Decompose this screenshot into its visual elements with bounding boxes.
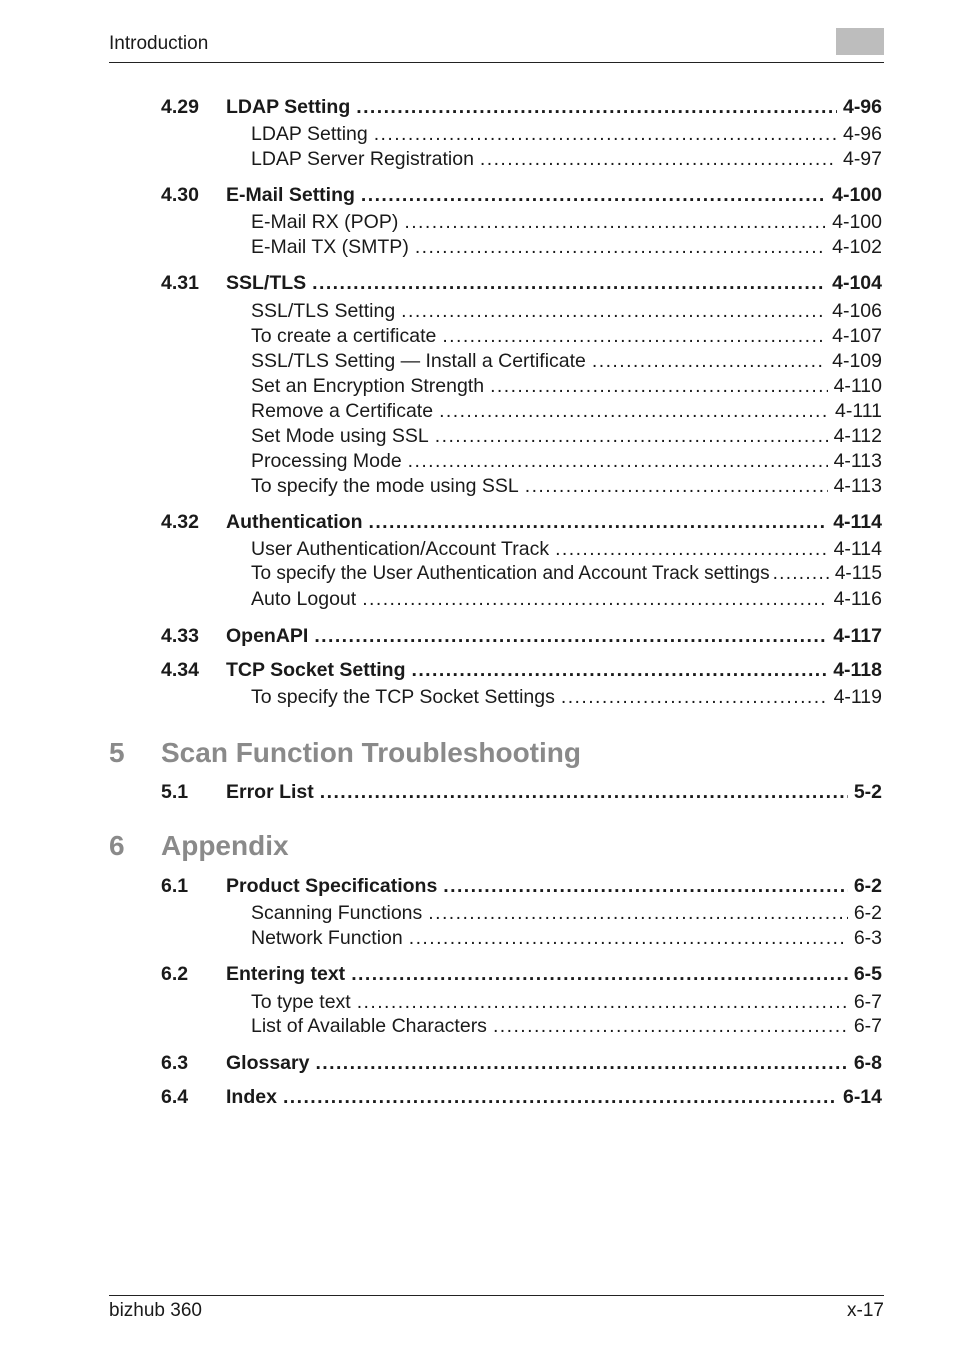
page-ref: 4-116 [833, 588, 882, 610]
item-title: Remove a Certificate [251, 400, 434, 422]
toc-item[interactable] [251, 1015, 882, 1038]
section-number: 4.31 [161, 272, 199, 294]
dot-leader [315, 1052, 847, 1075]
page-ref: 4-114 [833, 538, 882, 560]
section-number: 4.33 [161, 625, 199, 647]
item-title: Set an Encryption Strength [251, 375, 485, 397]
section-title: Entering text [226, 963, 346, 985]
page-ref: 4-119 [833, 686, 882, 708]
toc-section-4-31[interactable] [161, 272, 882, 295]
section-number: 4.32 [161, 511, 199, 533]
section-number: 4.34 [161, 659, 199, 681]
page-ref: 4-96 [842, 123, 882, 145]
dot-leader [435, 425, 828, 448]
section-number: 4.30 [161, 184, 199, 206]
section-title: Product Specifications [226, 875, 438, 897]
section-number: 5.1 [161, 781, 189, 803]
toc-item[interactable] [251, 588, 882, 611]
dot-leader [401, 300, 826, 323]
item-title: LDAP Server Registration [251, 148, 474, 170]
section-title: Authentication [226, 511, 363, 533]
toc-section-4-32[interactable] [161, 511, 882, 534]
toc-item[interactable] [251, 686, 882, 709]
page-ref: 4-106 [832, 300, 882, 322]
item-title: Set Mode using SSL [251, 425, 429, 447]
item-title: SSL/TLS Setting — Install a Certificate [251, 350, 586, 372]
page-ref: 6-8 [853, 1052, 882, 1074]
page-ref: 4-100 [832, 184, 882, 206]
dot-leader [351, 963, 848, 986]
toc-item[interactable] [251, 325, 882, 348]
toc-item[interactable] [251, 425, 882, 448]
chapter-number: 6 [109, 830, 125, 861]
dot-leader [320, 781, 848, 804]
dot-leader [561, 686, 828, 709]
dot-leader [314, 625, 827, 648]
page-ref: 4-104 [832, 272, 882, 294]
footer-product: bizhub 360 [109, 1300, 202, 1321]
dot-leader [480, 148, 837, 171]
dot-leader [773, 563, 832, 585]
section-number: 6.1 [161, 875, 189, 897]
toc-section-6-4[interactable] [161, 1086, 882, 1109]
dot-leader [439, 400, 829, 423]
page-ref: 4-117 [833, 625, 882, 647]
toc-section-4-29[interactable] [161, 96, 882, 119]
dot-leader [490, 375, 828, 398]
dot-leader [408, 450, 828, 473]
dot-leader [357, 991, 848, 1014]
item-title: To type text [251, 991, 351, 1013]
page-ref: 6-2 [853, 875, 882, 897]
dot-leader [362, 588, 827, 611]
item-title: Processing Mode [251, 450, 402, 472]
page-ref: 4-102 [832, 236, 882, 258]
dot-leader [404, 211, 826, 234]
item-title: User Authentication/Account Track [251, 538, 550, 560]
item-title: To create a certificate [251, 325, 437, 347]
page-header [109, 28, 884, 63]
header-tab-marker [836, 28, 884, 55]
section-title: TCP Socket Setting [226, 659, 406, 681]
section-title: OpenAPI [226, 625, 309, 647]
item-title: To specify the User Authentication and Account Track settings [251, 563, 770, 584]
chapter-title: Appendix [161, 830, 289, 861]
toc-section-6-3[interactable] [161, 1052, 882, 1075]
item-title: Network Function [251, 927, 403, 949]
dot-leader [493, 1015, 848, 1038]
dot-leader [361, 184, 826, 207]
section-title: Index [226, 1086, 277, 1108]
dot-leader [312, 272, 826, 295]
page-ref: 6-2 [853, 902, 882, 924]
dot-leader [415, 236, 826, 259]
section-title: Error List [226, 781, 314, 803]
toc-item[interactable] [251, 538, 882, 561]
item-title: E-Mail TX (SMTP) [251, 236, 409, 258]
page-ref: 4-110 [833, 375, 882, 397]
section-number: 6.4 [161, 1086, 189, 1108]
item-title: SSL/TLS Setting [251, 300, 396, 322]
page-ref: 4-115 [834, 563, 882, 584]
toc-item[interactable] [251, 148, 882, 171]
page-ref: 6-14 [842, 1086, 882, 1108]
dot-leader [409, 927, 848, 950]
dot-leader [428, 902, 848, 925]
page-ref: 4-111 [835, 400, 882, 422]
page-footer [109, 1295, 884, 1321]
toc-item[interactable] [251, 902, 882, 925]
page-ref: 4-97 [842, 148, 882, 170]
chapter-number: 5 [109, 737, 125, 768]
page-ref: 4-109 [832, 350, 882, 372]
toc-item[interactable] [251, 123, 882, 146]
toc-section-4-30[interactable] [161, 184, 882, 207]
dot-leader [369, 511, 828, 534]
page-ref: 6-5 [853, 963, 882, 985]
item-title: Scanning Functions [251, 902, 423, 924]
item-title: LDAP Setting [251, 123, 368, 145]
toc-item[interactable] [251, 563, 882, 585]
dot-leader [356, 96, 837, 119]
page-ref: 4-118 [833, 659, 882, 681]
page-ref: 4-112 [833, 425, 882, 447]
dot-leader [412, 659, 828, 682]
dot-leader [555, 538, 827, 561]
toc-item[interactable] [251, 991, 882, 1014]
toc-item[interactable] [251, 211, 882, 234]
page-ref: 6-3 [853, 927, 882, 949]
header-title: Introduction [109, 33, 209, 54]
page-ref: 4-107 [832, 325, 882, 347]
dot-leader [525, 475, 828, 498]
item-title: To specify the mode using SSL [251, 475, 519, 497]
page-ref: 4-114 [833, 511, 882, 533]
dot-leader [283, 1086, 837, 1109]
page-ref: 4-113 [833, 450, 882, 472]
item-title: List of Available Characters [251, 1015, 487, 1037]
toc-item[interactable] [251, 300, 882, 323]
toc-item[interactable] [251, 236, 882, 259]
page-ref: 4-100 [832, 211, 882, 233]
item-title: E-Mail RX (POP) [251, 211, 399, 233]
page-ref: 4-113 [833, 475, 882, 497]
dot-leader [592, 350, 826, 373]
toc-section-4-34[interactable] [161, 659, 882, 682]
section-number: 6.2 [161, 963, 189, 985]
chapter-title: Scan Function Troubleshooting [161, 737, 581, 768]
toc-section-6-1[interactable] [161, 875, 882, 898]
section-title: SSL/TLS [226, 272, 307, 294]
section-number: 6.3 [161, 1052, 189, 1074]
toc-item[interactable] [251, 350, 882, 373]
toc-item[interactable] [251, 400, 882, 423]
section-title: Glossary [226, 1052, 310, 1074]
dot-leader [443, 875, 848, 898]
toc-section-4-33[interactable] [161, 625, 882, 648]
toc-item[interactable] [251, 450, 882, 473]
toc-item[interactable] [251, 927, 882, 950]
section-title: LDAP Setting [226, 96, 351, 118]
item-title: Auto Logout [251, 588, 357, 610]
section-title: E-Mail Setting [226, 184, 355, 206]
page-ref: 6-7 [853, 1015, 882, 1037]
dot-leader [374, 123, 837, 146]
section-number: 4.29 [161, 96, 199, 118]
toc-item[interactable] [251, 475, 882, 498]
toc-item[interactable] [251, 375, 882, 398]
footer-page-number: x-17 [847, 1300, 884, 1321]
dot-leader [442, 325, 826, 348]
item-title: To specify the TCP Socket Settings [251, 686, 555, 708]
toc-section-5-1[interactable] [161, 781, 882, 804]
page-ref: 5-2 [853, 781, 882, 803]
toc-section-6-2[interactable] [161, 963, 882, 986]
page-ref: 4-96 [842, 96, 882, 118]
page-ref: 6-7 [853, 991, 882, 1013]
